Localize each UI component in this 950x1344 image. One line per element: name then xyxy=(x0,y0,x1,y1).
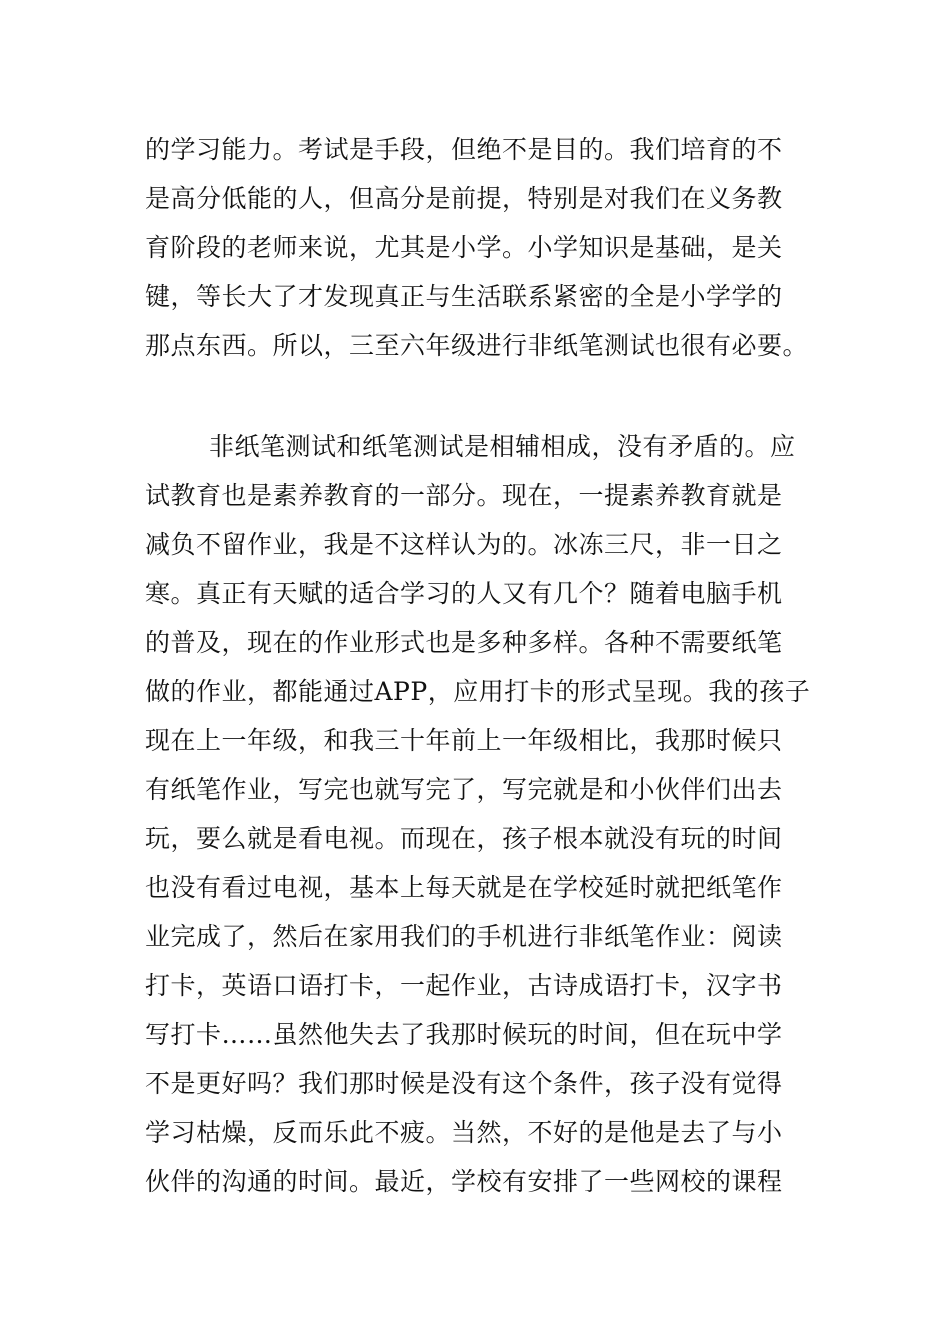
paragraph-line: 有纸笔作业，写完也就写完了，写完就是和小伙伴们出去 xyxy=(145,775,783,804)
paragraph-line: 非纸笔测试和纸笔测试是相辅相成，没有矛盾的。应 xyxy=(209,432,796,461)
paragraph-line: 的学习能力。考试是手段，但绝不是目的。我们培育的不 xyxy=(145,135,783,164)
paragraph-line: 寒。真正有天赋的适合学习的人又有几个？随着电脑手机 xyxy=(145,579,783,608)
paragraph-line: 减负不留作业，我是不这样认为的。冰冻三尺，非一日之 xyxy=(145,530,783,559)
paragraph-line: 不是更好吗？我们那时候是没有这个条件，孩子没有觉得 xyxy=(145,1069,783,1098)
paragraph-line: 键，等长大了才发现真正与生活联系紧密的全是小学学的 xyxy=(145,282,783,311)
paragraph-line: 学习枯燥，反而乐此不疲。当然，不好的是他是去了与小 xyxy=(145,1118,783,1147)
paragraph-line: 打卡，英语口语打卡，一起作业，古诗成语打卡，汉字书 xyxy=(145,971,783,1000)
paragraph-line: 是高分低能的人，但高分是前提，特别是对我们在义务教 xyxy=(145,184,783,213)
paragraph-line: 写打卡……虽然他失去了我那时候玩的时间，但在玩中学 xyxy=(145,1020,783,1049)
paragraph-line: 现在上一年级，和我三十年前上一年级相比，我那时候只 xyxy=(145,726,783,755)
paragraph-line: 育阶段的老师来说，尤其是小学。小学知识是基础，是关 xyxy=(145,233,783,262)
paragraph-line: 业完成了，然后在家用我们的手机进行非纸笔作业：阅读 xyxy=(145,922,783,951)
paragraph-line: 做的作业，都能通过APP，应用打卡的形式呈现。我的孩子 xyxy=(145,677,811,706)
paragraph-line: 玩，要么就是看电视。而现在，孩子根本就没有玩的时间 xyxy=(145,824,783,853)
paragraph-line: 那点东西。所以，三至六年级进行非纸笔测试也很有必要。 xyxy=(145,331,809,360)
paragraph-line: 伙伴的沟通的时间。最近，学校有安排了一些网校的课程 xyxy=(145,1167,783,1196)
paragraph-line: 的普及，现在的作业形式也是多种多样。各种不需要纸笔 xyxy=(145,628,783,657)
paragraph-line: 试教育也是素养教育的一部分。现在，一提素养教育就是 xyxy=(145,481,783,510)
paragraph-line: 也没有看过电视，基本上每天就是在学校延时就把纸笔作 xyxy=(145,873,783,902)
